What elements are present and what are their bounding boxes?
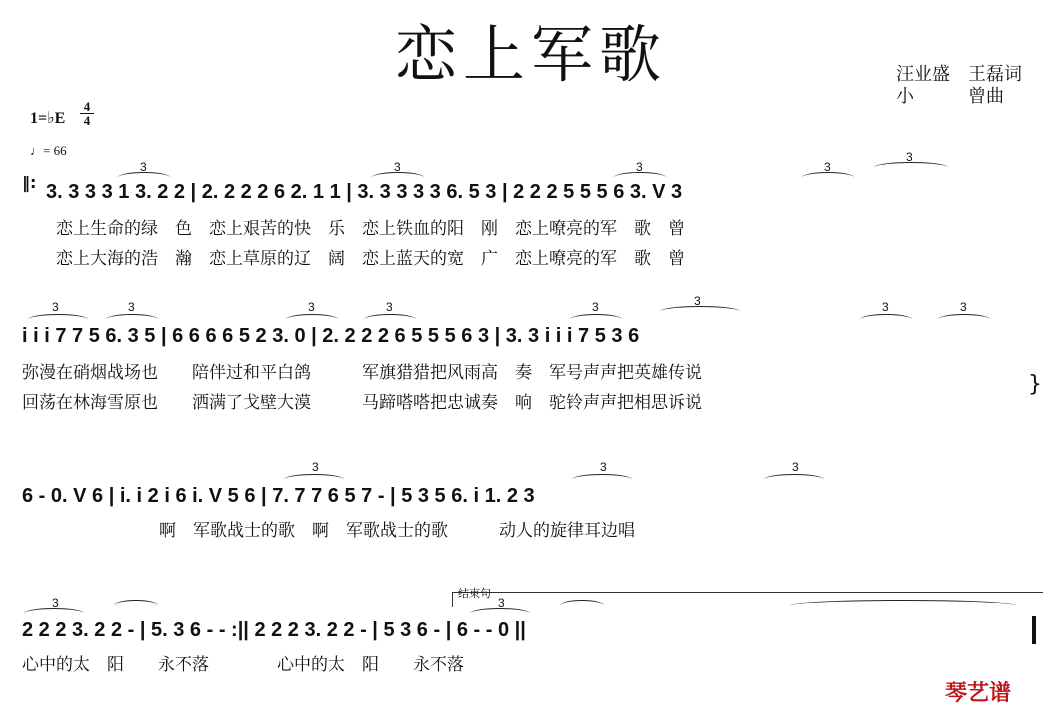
triplet-mark: 3: [882, 300, 889, 314]
repeat-start-sign: ‖:: [22, 173, 37, 192]
triplet-slur: [860, 314, 912, 325]
notation-line-4: 2 2 2 3. 2 2 - | 5. 3 6 - - :|| 2 2 2 3. 2 2 - | 5 3 6 - | 6 - - 0 ||: [22, 619, 526, 641]
time-signature-top: 4: [83, 99, 91, 114]
time-signature: [80, 100, 94, 127]
triplet-mark: 3: [140, 160, 147, 174]
triplet-slur: [284, 474, 344, 485]
key-signature: 1=♭E: [30, 110, 66, 127]
slur: [114, 600, 158, 611]
triplet-mark: 3: [906, 150, 913, 164]
lyrics-line-2-verse-1: 弥漫在硝烟战场也 陪伴过和平白鸽 军旗猎猎把风雨高 奏 军号声声把英雄传说: [22, 363, 702, 383]
slur: [560, 600, 604, 611]
composer-credit: 小 曾曲: [896, 86, 1004, 107]
notation-line-1: 3. 3 3 3 1 3. 2 2 | 2. 2 2 2 6 2. 1 1 | 3. 3 3 3 3 6. 5 3 | 2 2 2 5 5 5 6 3. V 3: [46, 181, 683, 203]
lyrics-line-4: 心中的太 阳 永不落 心中的太 阳 永不落: [22, 655, 464, 675]
triplet-slur: [286, 314, 338, 325]
triplet-mark: 3: [128, 300, 135, 314]
notation-line-2: i i i 7 7 5 6. 3 5 | 6 6 6 6 5 2 3. 0 | 2. 2 2 2 6 5 5 5 6 3 | 3. 3 i i i 7 5 3 6: [22, 325, 640, 347]
song-title: 恋上军歌: [394, 18, 667, 91]
triplet-mark: 3: [636, 160, 643, 174]
triplet-mark: 3: [52, 596, 59, 610]
triplet-slur: [572, 474, 632, 485]
triplet-slur: [570, 314, 622, 325]
triplet-mark: 3: [308, 300, 315, 314]
time-signature-bottom: 4: [80, 113, 94, 127]
triplet-slur: [364, 314, 416, 325]
lyrics-line-1-verse-2: 恋上大海的浩 瀚 恋上草原的辽 阔 恋上蓝天的宽 广 恋上嘹亮的军 歌 曾: [56, 249, 685, 269]
triplet-mark: 3: [312, 460, 319, 474]
tie: [790, 600, 1016, 611]
triplet-mark: 3: [824, 160, 831, 174]
lyricist-credit: 汪业盛 王磊词: [896, 64, 1022, 85]
lyrics-line-3: 啊 军歌战士的歌 啊 军歌战士的歌 动人的旋律耳边唱: [108, 521, 635, 541]
watermark-logo: 琴艺谱: [945, 681, 1012, 706]
final-barline: [1032, 616, 1036, 644]
triplet-mark: 3: [498, 596, 505, 610]
notation-line-3: 6 - 0. V 6 | i. i 2 i 6 i. V 5 6 | 7. 7 7 6 5 7 - | 5 3 5 6. i 1. 2 3: [22, 485, 535, 507]
triplet-mark: 3: [694, 294, 701, 308]
tempo-marking: ♩= 66: [30, 143, 67, 158]
triplet-slur: [28, 314, 88, 325]
verse-brace: }: [1028, 372, 1042, 397]
lyrics-line-2-verse-2: 回荡在林海雪原也 洒满了戈壁大漠 马蹄嗒嗒把忠诚奏 响 驼铃声声把相思诉说: [22, 393, 702, 413]
triplet-mark: 3: [600, 460, 607, 474]
triplet-mark: 3: [592, 300, 599, 314]
triplet-mark: 3: [960, 300, 967, 314]
triplet-mark: 3: [394, 160, 401, 174]
triplet-mark: 3: [386, 300, 393, 314]
triplet-slur: [938, 314, 990, 325]
lyrics-line-1-verse-1: 恋上生命的绿 色 恋上艰苦的快 乐 恋上铁血的阳 刚 恋上嘹亮的军 歌 曾: [56, 219, 685, 239]
triplet-mark: 3: [52, 300, 59, 314]
ending-label: 结束句: [458, 587, 491, 600]
triplet-mark: 3: [792, 460, 799, 474]
triplet-slur: [106, 314, 158, 325]
triplet-slur: [764, 474, 824, 485]
